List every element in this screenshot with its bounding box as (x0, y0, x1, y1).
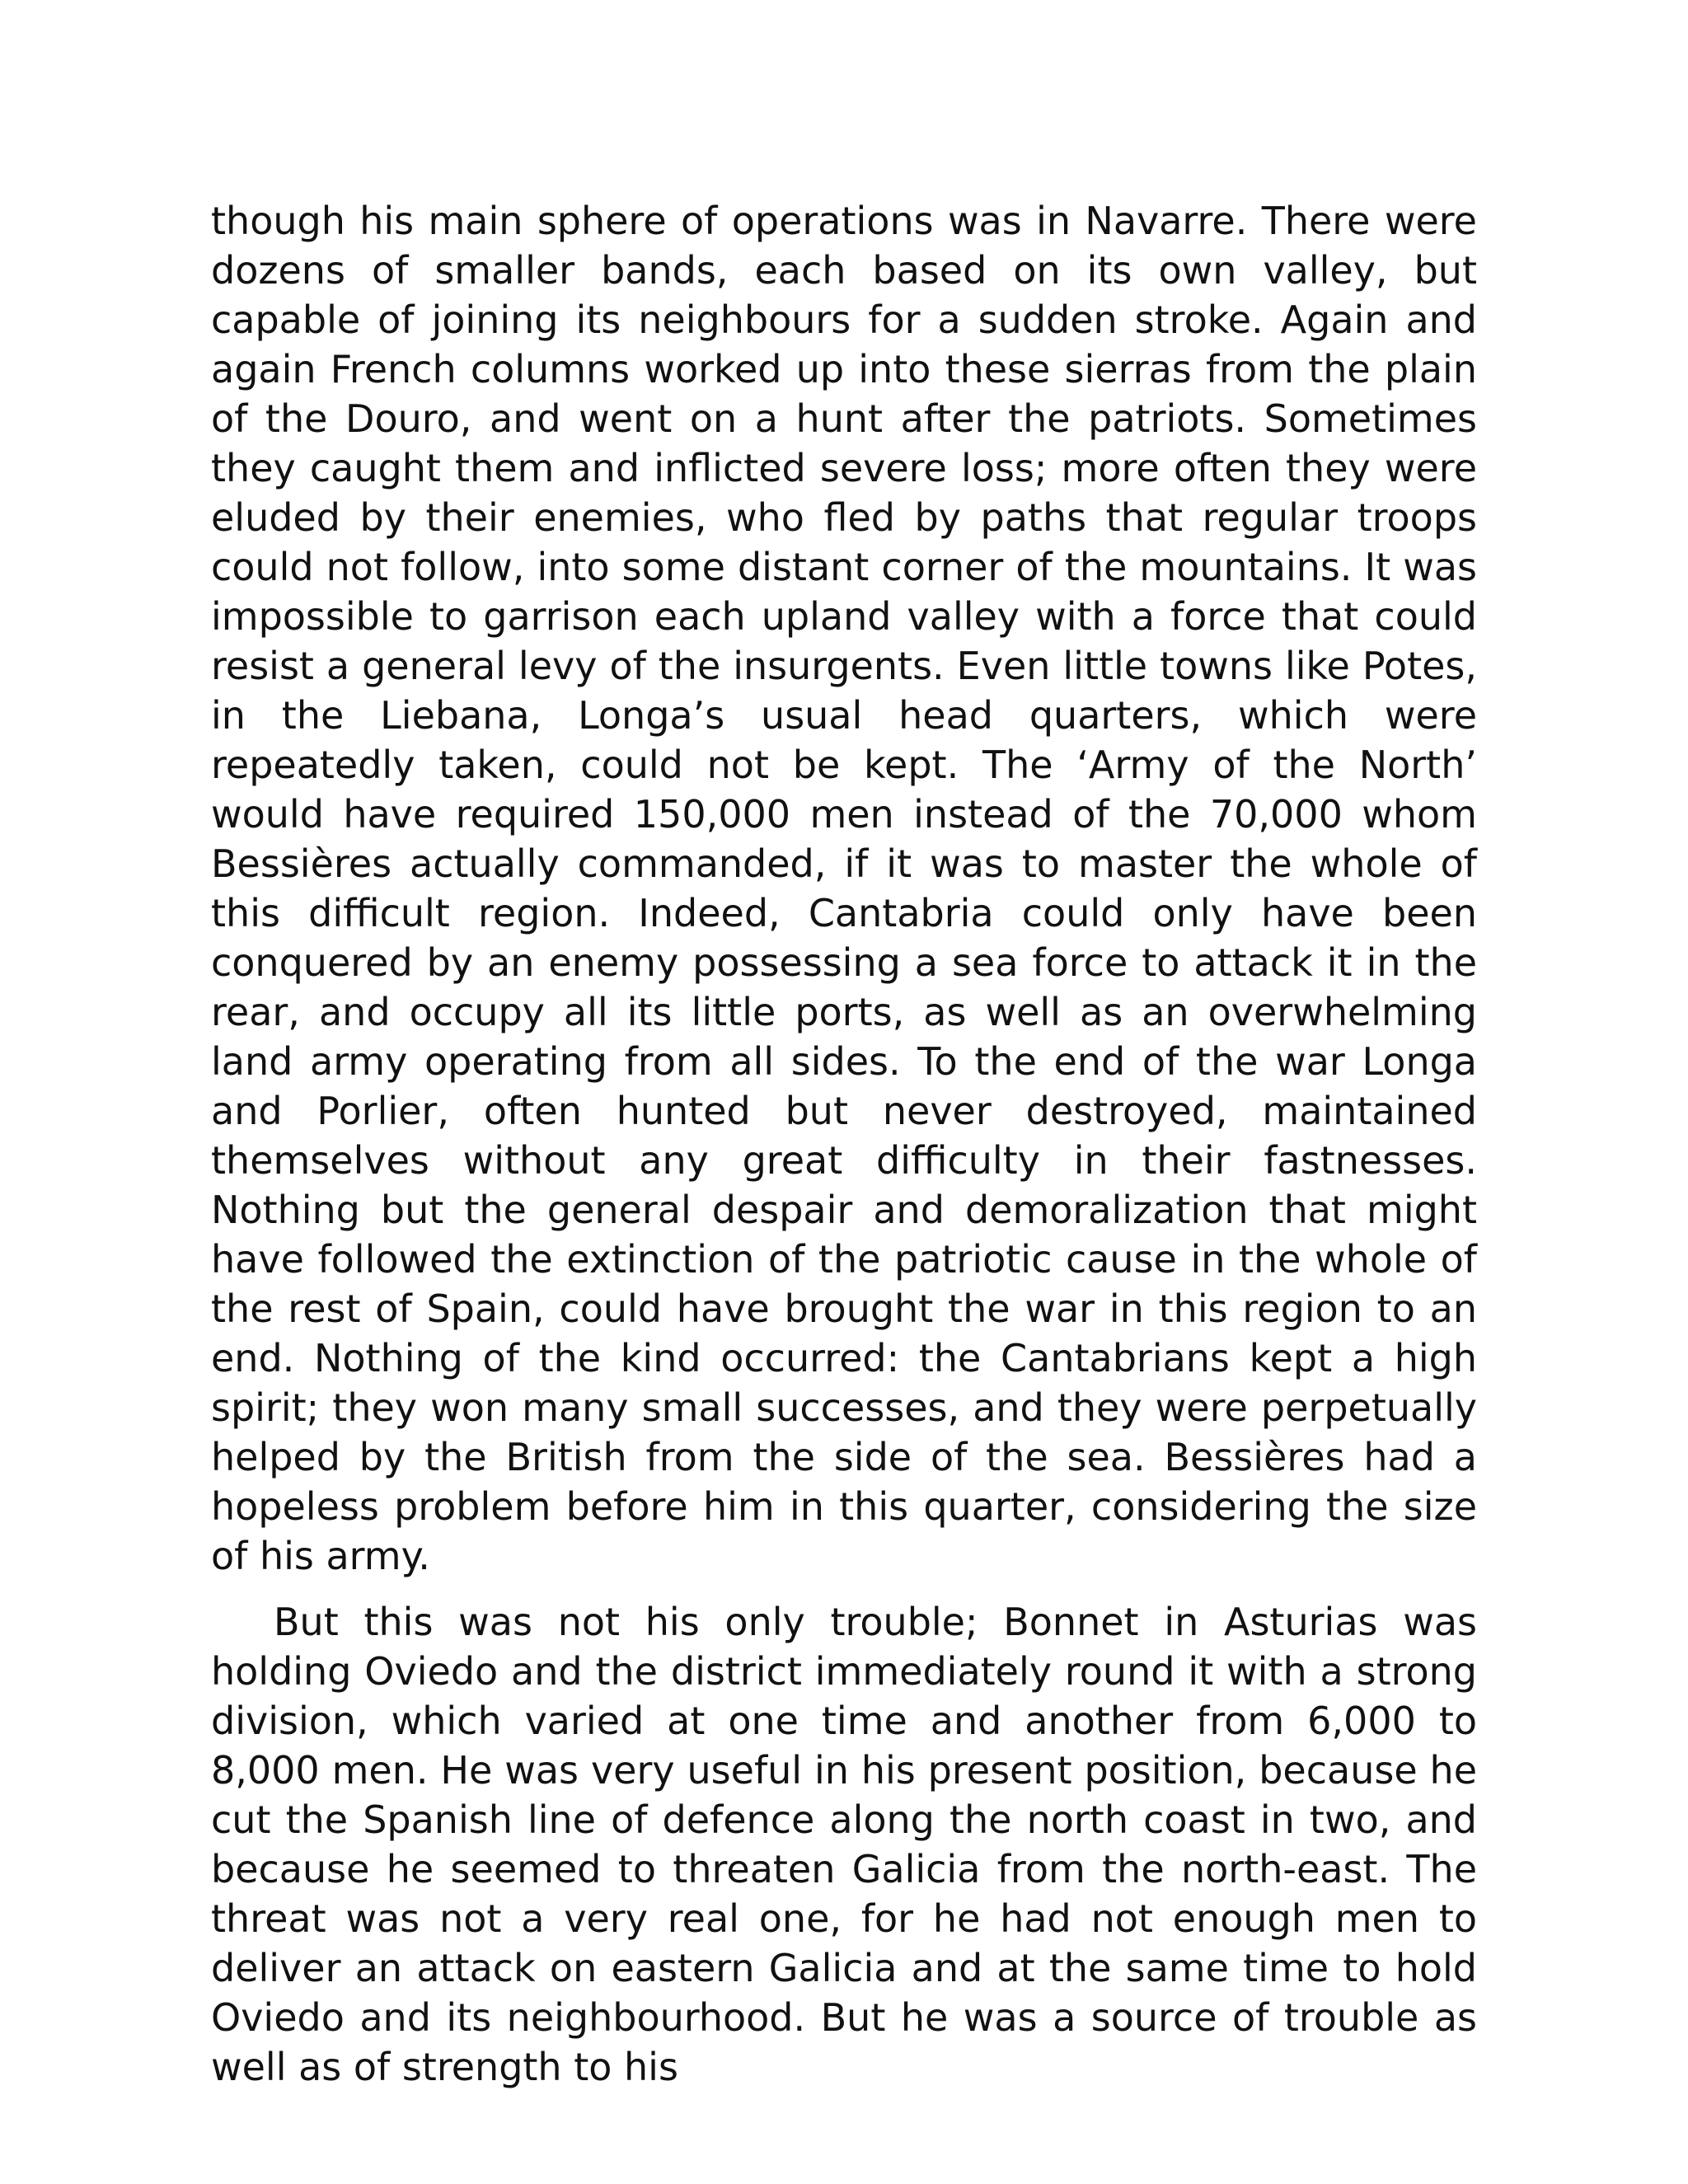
page-body (211, 196, 1477, 2092)
paragraph-2: But this was not his only trouble; Bonnet in Asturias was holding Oviedo and the district immediately round it with a strong division, which varied at one time and another from 6,000 to 8,000 men. He was very useful in his present position, because he cut the Spanish line of defence along the north coast in two, and because he seemed to threaten Galicia from the north-east. The threat was not a very real one, for he had not enough men to deliver an attack on eastern Galicia and at the same time to hold Oviedo and its neighbourhood. But he was a source of trouble as well as of strength to his (211, 1600, 1477, 2089)
paragraph-1: though his main sphere of operations was in Navarre. There were dozens of smaller bands, each based on its own valley, but capable of joining its neighbours for a sudden stroke. Again and again French columns worked up into these sierras from the plain of the Douro, and went on a hunt after the patriots. Sometimes they caught them and inflicted severe loss; more often they were eluded by their enemies, who fled by paths that regular troops could not follow, into some distant corner of the mountains. It was impossible to garrison each upland valley with a force that could resist a general levy of the insurgents. Even little towns like Potes, in the Liebana, Longa’s usual head quarters, which were repeatedly taken, could not be kept. The ‘Army of the North’ would have required 150,000 men instead of the 70,000 whom Bessières actually commanded, if it was to master the whole of this difficult region. Indeed, Cantabria could only have been conquered by an enemy possessing a sea force to attack it in the rear, and occupy all its little ports, as well as an overwhelming land army operating from all sides. To the end of the war Longa and Porlier, often hunted but never destroyed, maintained themselves without any great difficulty in their fastnesses. Nothing but the general despair and demoralization that might have followed the extinction of the patriotic cause in the whole of the rest of Spain, could have brought the war in this region to an end. Nothing of the kind occurred: the Cantabrians kept a high spirit; they won many small successes, and they were perpetually helped by the British from the side of the sea. Bessières had a hopeless problem before him in this quarter, considering the size of his army. (211, 199, 1477, 1578)
